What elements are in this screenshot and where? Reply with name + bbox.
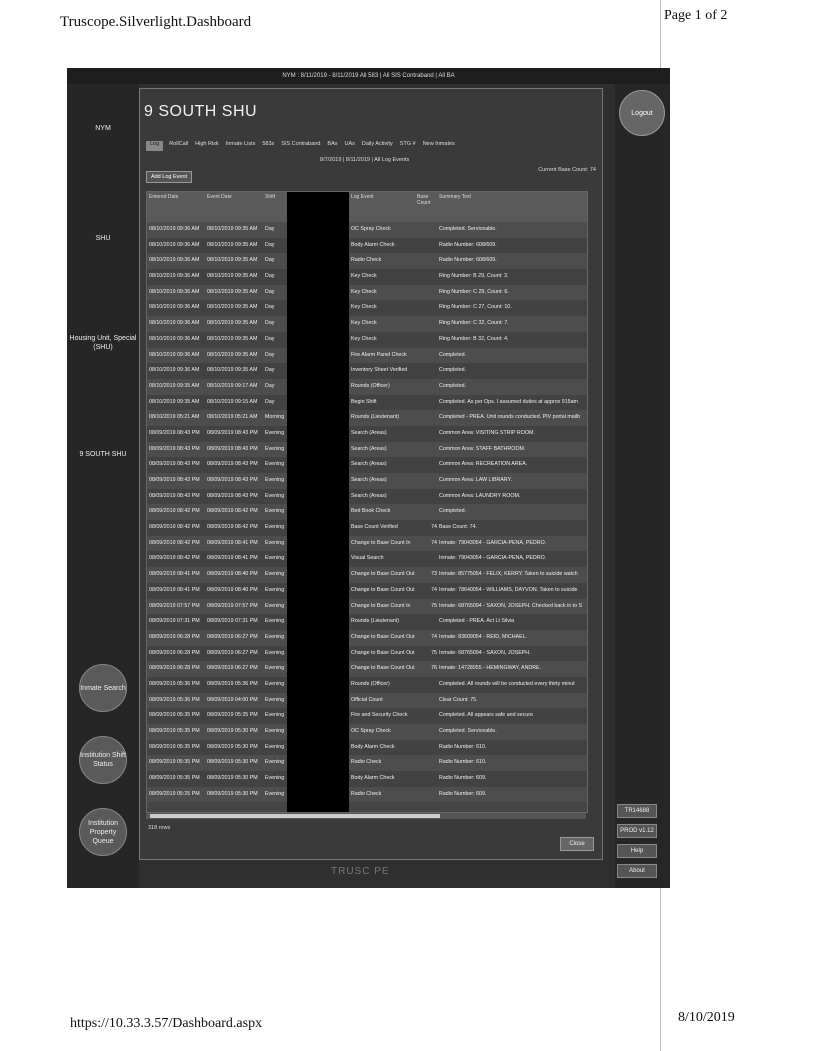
about-button[interactable]: About (617, 864, 657, 878)
tab-rollcall[interactable]: RollCall (169, 141, 189, 147)
cell-shift: Evening (265, 602, 285, 609)
cell-summary: Inmate: 78640054 - WILLIAMS, DAYVON. Taken to suicide (439, 586, 578, 593)
cell-summary: Ring Number: C 27, Count: 10. (439, 304, 512, 311)
cell-log-event: Fire Alarm Panel Check (351, 351, 407, 358)
cell-shift: Evening (265, 618, 285, 625)
cell-shift: Evening (265, 492, 285, 499)
cell-entered-date: 08/09/2019 08:43 PM (149, 492, 200, 499)
horizontal-scrollbar[interactable] (146, 813, 586, 819)
tab-sis-contraband[interactable]: SIS Contraband (281, 141, 321, 147)
cell-entered-date: 08/09/2019 08:43 PM (149, 445, 200, 452)
cell-shift: Evening (265, 524, 285, 531)
cell-entered-date: 08/09/2019 08:42 PM (149, 524, 200, 531)
cell-event-date: 08/09/2019 05:35 PM (207, 712, 258, 719)
cell-entered-date: 08/09/2019 08:41 PM (149, 571, 200, 578)
cell-shift: Evening (265, 429, 285, 436)
table-row[interactable] (147, 724, 587, 740)
cell-entered-date: 08/10/2019 09:36 AM (149, 257, 200, 264)
cell-summary: Inmate: 79043054 - GARCIA-PENA, PEDRO. (439, 539, 547, 546)
cell-event-date: 08/10/2019 09:35 AM (207, 257, 258, 264)
nav-item-shu[interactable]: SHU (95, 235, 111, 242)
help-button[interactable]: Help (617, 844, 657, 858)
cell-entered-date: 08/09/2019 06:28 PM (149, 665, 200, 672)
cell-summary: Common Area: LAW LIBRARY. (439, 477, 512, 483)
cell-base-count: 73 (431, 571, 437, 578)
cell-entered-date: 08/09/2019 08:43 PM (149, 461, 200, 468)
cell-shift: Evening (265, 696, 285, 703)
redaction-block (287, 192, 349, 812)
table-row[interactable] (147, 253, 587, 269)
cell-summary: Completed. Serviceable. (439, 728, 497, 734)
cell-shift: Day (265, 288, 275, 295)
table-row[interactable] (147, 269, 587, 285)
table-row[interactable] (147, 599, 587, 615)
column-event-date[interactable]: Event Date (207, 194, 232, 200)
right-nav (615, 84, 670, 888)
column-log-event[interactable]: Log Event (351, 194, 374, 200)
cell-summary: Ring Number: C 29, Count: 6. (439, 288, 509, 295)
table-row[interactable] (147, 771, 587, 787)
table-row[interactable] (147, 567, 587, 583)
cell-shift: Evening (265, 508, 285, 515)
table-row[interactable] (147, 693, 587, 709)
cell-log-event: Search (Areas) (351, 492, 387, 499)
cell-shift: Day (265, 257, 275, 264)
cell-summary: Inmate: 68765094 - SAXON, JOSEPH. (439, 649, 531, 656)
table-row[interactable] (147, 473, 587, 489)
cell-shift: Evening (265, 477, 285, 483)
cell-entered-date: 08/09/2019 05:35 PM (149, 759, 200, 766)
tab-uas[interactable]: UAs (344, 141, 355, 147)
cell-log-event: OC Spray Check (351, 226, 391, 232)
institution-property-queue-button[interactable]: Institution Property Queue (79, 808, 127, 856)
table-row[interactable] (147, 536, 587, 552)
cell-summary: Ring Number: B 29, Count: 3. (439, 273, 509, 280)
cell-entered-date: 08/09/2019 06:28 PM (149, 649, 200, 656)
cell-entered-date: 08/10/2019 05:21 AM (149, 414, 200, 421)
cell-event-date: 08/09/2019 05:30 PM (207, 759, 258, 766)
cell-entered-date: 08/10/2019 09:35 AM (149, 398, 200, 405)
scrollbar-thumb[interactable] (150, 814, 440, 818)
cell-shift: Evening (265, 555, 285, 562)
close-button[interactable]: Close (560, 837, 594, 851)
cell-summary: Completed. (439, 382, 467, 389)
cell-entered-date: 08/10/2019 09:36 AM (149, 304, 200, 311)
cell-entered-date: 08/09/2019 05:35 PM (149, 743, 200, 750)
nav-item-housing-unit[interactable]: Housing Unit, Special (SHU) (69, 335, 137, 351)
cell-entered-date: 08/10/2019 09:36 AM (149, 226, 200, 232)
cell-event-date: 08/10/2019 09:35 AM (207, 273, 258, 280)
cell-summary: Inmate: 68765094 - SAXON, JOSEPH. Checked back in to S (439, 602, 583, 609)
column-base-count[interactable]: Base Count (417, 194, 431, 206)
tab-inmate-lists[interactable]: Inmate Lists (225, 141, 256, 147)
app-screen (67, 68, 670, 888)
cell-log-event: Bed Book Check (351, 508, 391, 515)
cell-entered-date: 08/09/2019 08:42 PM (149, 539, 200, 546)
table-row[interactable] (147, 316, 587, 332)
cell-summary: Clear Count: 75. (439, 696, 478, 703)
left-nav (67, 84, 139, 888)
cell-log-event: Change to Base Count Out (351, 586, 415, 593)
cell-summary: Ring Number: C 32, Count: 7. (439, 320, 509, 327)
column-summary-text[interactable]: Summary Text (439, 194, 471, 200)
cell-shift: Evening (265, 775, 285, 782)
tab-log[interactable]: Log (146, 141, 163, 151)
grid-header (147, 192, 587, 222)
cell-shift: Morning (265, 414, 285, 421)
cell-log-event: Begin Shift (351, 398, 377, 405)
cell-entered-date: 08/10/2019 09:36 AM (149, 273, 200, 280)
cell-shift: Evening (265, 759, 285, 766)
cell-entered-date: 08/09/2019 05:35 PM (149, 728, 200, 734)
cell-event-date: 08/09/2019 08:43 PM (207, 429, 258, 436)
topbar-filter[interactable]: NYM : 8/11/2019 - 8/11/2019 All 583 | All SIS Contraband | All BA (67, 68, 670, 84)
tab-bar (146, 141, 456, 151)
table-row[interactable] (147, 363, 587, 379)
cell-event-date: 08/10/2019 09:35 AM (207, 335, 258, 342)
inmate-search-button[interactable]: Inmate Search (79, 664, 127, 712)
cell-base-count: 75 (431, 602, 437, 609)
cell-log-event: Radio Check (351, 257, 382, 264)
cell-entered-date: 08/10/2019 09:35 AM (149, 382, 200, 389)
cell-shift: Evening (265, 571, 285, 578)
cell-entered-date: 08/09/2019 07:31 PM (149, 618, 200, 625)
print-page-number: Page 1 of 2 (664, 8, 728, 23)
column-shift[interactable]: Shift (265, 194, 276, 200)
cell-log-event: Rounds (Officer) (351, 382, 390, 389)
cell-log-event: Rounds (Officer) (351, 680, 390, 687)
cell-event-date: 08/09/2019 07:31 PM (207, 618, 258, 625)
cell-log-event: Body Alarm Check (351, 743, 395, 750)
cell-entered-date: 08/09/2019 05:25 PM (149, 790, 200, 797)
cell-base-count: 75 (431, 649, 437, 656)
cell-summary: Common Area: LAUNDRY ROOM. (439, 492, 521, 499)
cell-entered-date: 08/10/2019 09:36 AM (149, 367, 200, 374)
cell-event-date: 08/09/2019 06:27 PM (207, 633, 258, 640)
cell-shift: Evening (265, 649, 285, 656)
table-row[interactable] (147, 661, 587, 677)
cell-event-date: 08/09/2019 08:40 PM (207, 586, 258, 593)
cell-shift: Evening (265, 728, 285, 734)
cell-summary: Completed. (439, 508, 467, 515)
cell-summary: Completed. (439, 351, 467, 358)
cell-event-date: 08/10/2019 09:35 AM (207, 288, 258, 295)
cell-log-event: Inventory Sheet Verified (351, 367, 408, 374)
cell-event-date: 08/10/2019 09:35 AM (207, 351, 258, 358)
cell-base-count: 74 (431, 633, 437, 640)
add-log-event-button[interactable]: Add Log Event (146, 171, 192, 183)
cell-event-date: 08/09/2019 08:43 PM (207, 477, 258, 483)
cell-shift: Evening (265, 680, 285, 687)
cell-log-event: OC Spray Check (351, 728, 391, 734)
cell-event-date: 08/10/2019 09:35 AM (207, 304, 258, 311)
cell-event-date: 08/09/2019 08:43 PM (207, 461, 258, 468)
cell-summary: Completed. All rounds will be conducted every thirty minut (439, 680, 575, 687)
cell-shift: Day (265, 382, 275, 389)
cell-log-event: Fire and Security Check (351, 712, 408, 719)
cell-log-event: Change to Base Count Out (351, 649, 415, 656)
cell-summary: Ring Number: B 32, Count: 4. (439, 335, 509, 342)
cell-summary: Inmate: 83609054 - REID, MICHAEL. (439, 633, 528, 640)
table-row[interactable] (147, 395, 587, 411)
logout-button[interactable]: Logout (619, 90, 665, 136)
cell-event-date: 08/09/2019 06:27 PM (207, 649, 258, 656)
cell-summary: Radio Number: 610. (439, 759, 487, 766)
cell-summary: Common Area: RECREATION AREA. (439, 461, 528, 468)
cell-event-date: 08/09/2019 07:57 PM (207, 602, 258, 609)
cell-event-date: 08/10/2019 09:35 AM (207, 367, 258, 374)
cell-shift: Evening (265, 790, 285, 797)
cell-log-event: Visual Search (351, 555, 384, 562)
cell-shift: Evening (265, 461, 285, 468)
cell-summary: Inmate: 14728055 - HEMINGWAY, ANDRE. (439, 665, 542, 672)
cell-summary: Completed. Serviceable. (439, 226, 497, 232)
cell-entered-date: 08/09/2019 05:36 PM (149, 680, 200, 687)
cell-base-count: 74 (431, 539, 437, 546)
table-row[interactable] (147, 348, 587, 364)
cell-event-date: 08/10/2019 09:15 AM (207, 398, 258, 405)
cell-entered-date: 08/10/2019 09:36 AM (149, 241, 200, 248)
cell-log-event: Change to Base Count Out (351, 665, 415, 672)
cell-entered-date: 08/10/2019 09:36 AM (149, 335, 200, 342)
cell-log-event: Radio Check (351, 790, 382, 797)
cell-summary: Inmate: 85775054 - FELIX, KERRY. Taken to suicide watch (439, 571, 578, 578)
cell-entered-date: 08/09/2019 08:41 PM (149, 586, 200, 593)
cell-event-date: 08/09/2019 05:36 PM (207, 680, 258, 687)
cell-shift: Day (265, 398, 275, 405)
table-row[interactable] (147, 630, 587, 646)
cell-entered-date: 08/10/2019 09:36 AM (149, 351, 200, 358)
cell-shift: Day (265, 241, 275, 248)
cell-event-date: 08/09/2019 08:40 PM (207, 571, 258, 578)
cell-shift: Day (265, 351, 275, 358)
cell-shift: Evening (265, 445, 285, 452)
cell-entered-date: 08/09/2019 05:36 PM (149, 696, 200, 703)
cell-entered-date: 08/09/2019 08:43 PM (149, 429, 200, 436)
cell-entered-date: 08/09/2019 05:35 PM (149, 712, 200, 719)
cell-shift: Evening (265, 586, 285, 593)
cell-log-event: Search (Areas) (351, 429, 387, 436)
cell-event-date: 08/09/2019 08:42 PM (207, 508, 258, 515)
cell-event-date: 08/10/2019 09:35 AM (207, 241, 258, 248)
cell-log-event: Search (Areas) (351, 477, 387, 483)
table-row[interactable] (147, 457, 587, 473)
cell-summary: Completed - PREA. Act Lt Silvia (439, 618, 515, 625)
cell-shift: Day (265, 304, 275, 311)
cell-shift: Day (265, 367, 275, 374)
cell-shift: Day (265, 273, 275, 280)
cell-base-count: 74 (431, 524, 437, 531)
cell-base-count: 74 (431, 586, 437, 593)
table-row[interactable] (147, 551, 587, 567)
cell-event-date: 08/09/2019 05:30 PM (207, 728, 258, 734)
cell-summary: Common Area: VISITING STRIP ROOM. (439, 429, 535, 436)
date-filter-dropdown[interactable]: 8/7/2019 | 8/11/2019 | All Log Events (320, 157, 410, 163)
cell-log-event: Key Check (351, 320, 377, 327)
nav-item-9-south-shu[interactable]: 9 SOUTH SHU (79, 451, 127, 458)
cell-event-date: 08/10/2019 05:21 AM (207, 414, 258, 421)
user-id-badge: TR14688 (617, 804, 657, 818)
tab-new-inmates[interactable]: New Inmates (422, 141, 455, 147)
cell-event-date: 08/09/2019 08:41 PM (207, 539, 258, 546)
grid-body (147, 222, 587, 802)
cell-event-date: 08/10/2019 09:35 AM (207, 226, 258, 232)
cell-log-event: Rounds (Lieutenant) (351, 414, 399, 421)
cell-entered-date: 08/09/2019 07:57 PM (149, 602, 200, 609)
cell-log-event: Key Check (351, 304, 377, 311)
cell-log-event: Change to Base Count Out (351, 633, 415, 640)
current-base-count: Current Base Count: 74 (538, 167, 596, 173)
cell-event-date: 08/09/2019 04:00 PM (207, 696, 258, 703)
cell-shift: Evening (265, 665, 285, 672)
tab-bas[interactable]: BAs (327, 141, 338, 147)
page-title: 9 SOUTH SHU (144, 103, 258, 120)
cell-log-event: Body Alarm Check (351, 241, 395, 248)
cell-entered-date: 08/09/2019 08:42 PM (149, 508, 200, 515)
cell-log-event: Base Count Verified (351, 524, 398, 531)
table-row[interactable] (147, 646, 587, 662)
main-panel (139, 88, 603, 860)
table-row[interactable] (147, 300, 587, 316)
print-url: https://10.33.3.57/Dashboard.aspx (70, 1016, 263, 1031)
cell-log-event: Key Check (351, 288, 377, 295)
cell-entered-date: 08/09/2019 08:43 PM (149, 477, 200, 483)
cell-shift: Evening (265, 712, 285, 719)
cell-shift: Evening (265, 539, 285, 546)
cell-log-event: Change to Base Count In (351, 602, 411, 609)
cell-summary: Radio Number: 610. (439, 743, 487, 750)
cell-event-date: 08/10/2019 09:17 AM (207, 382, 258, 389)
cell-log-event: Body Alarm Check (351, 775, 395, 782)
table-row[interactable] (147, 787, 587, 803)
cell-shift: Evening (265, 633, 285, 640)
cell-event-date: 08/10/2019 09:35 AM (207, 320, 258, 327)
cell-entered-date: 08/10/2019 09:36 AM (149, 288, 200, 295)
table-row[interactable] (147, 379, 587, 395)
cell-summary: Completed. As per Ops. I assumed duties at approx 915am (439, 398, 578, 405)
cell-summary: Radio Number: 609. (439, 790, 487, 797)
log-events-grid (146, 191, 588, 813)
cell-log-event: Radio Check (351, 759, 382, 766)
cell-log-event: Search (Areas) (351, 445, 387, 452)
table-row[interactable] (147, 504, 587, 520)
cell-event-date: 08/09/2019 08:42 PM (207, 524, 258, 531)
tab-583s[interactable]: 583s (262, 141, 275, 147)
cell-shift: Day (265, 226, 275, 232)
cell-entered-date: 08/09/2019 06:28 PM (149, 633, 200, 640)
cell-summary: Completed. (439, 367, 467, 374)
print-header: Truscope.Silverlight.Dashboard (60, 14, 252, 30)
cell-shift: Day (265, 320, 275, 327)
cell-event-date: 08/09/2019 05:30 PM (207, 743, 258, 750)
cell-shift: Day (265, 335, 275, 342)
row-count: 318 rows (148, 825, 171, 831)
table-row[interactable] (147, 238, 587, 254)
cell-entered-date: 08/09/2019 08:42 PM (149, 555, 200, 562)
version-badge: PROD v1.12 (617, 824, 657, 838)
cell-log-event: Search (Areas) (351, 461, 387, 468)
cell-summary: Completed - PREA. Unit rounds conducted. PIV portal mailb (439, 414, 581, 421)
table-row[interactable] (147, 520, 587, 536)
table-row[interactable] (147, 708, 587, 724)
cell-log-event: Key Check (351, 335, 377, 342)
cell-base-count: 76 (431, 665, 437, 672)
cell-summary: Radio Number: 608/609. (439, 241, 497, 248)
institution-shift-status-button[interactable]: Institution Shift Status (79, 736, 127, 784)
table-row[interactable] (147, 285, 587, 301)
cell-event-date: 08/09/2019 08:41 PM (207, 555, 258, 562)
cell-summary: Radio Number: 608/609. (439, 257, 497, 264)
cell-event-date: 08/09/2019 06:27 PM (207, 665, 258, 672)
cell-summary: Inmate: 79043054 - GARCIA-PENA, PEDRO. (439, 555, 547, 562)
cell-shift: Evening (265, 743, 285, 750)
table-row[interactable] (147, 332, 587, 348)
cell-log-event: Change to Base Count In (351, 539, 411, 546)
cell-log-event: Rounds (Lieutenant) (351, 618, 399, 625)
table-row[interactable] (147, 614, 587, 630)
tab-daily-activity[interactable]: Daily Activity (361, 141, 393, 147)
table-row[interactable] (147, 755, 587, 771)
table-row[interactable] (147, 583, 587, 599)
cell-summary: Base Count: 74. (439, 524, 477, 531)
cell-event-date: 08/09/2019 08:43 PM (207, 445, 258, 452)
column-entered-date[interactable]: Entered Date (149, 194, 179, 200)
table-row[interactable] (147, 489, 587, 505)
table-row[interactable] (147, 442, 587, 458)
truscope-logo: TRUSC PE (331, 866, 390, 877)
cell-log-event: Change to Base Count Out (351, 571, 415, 578)
tab-high-risk[interactable]: High Risk (195, 141, 219, 147)
table-row[interactable] (147, 222, 587, 238)
cell-event-date: 08/09/2019 05:30 PM (207, 775, 258, 782)
cell-log-event: Official Count (351, 696, 383, 703)
cell-entered-date: 08/10/2019 09:36 AM (149, 320, 200, 327)
table-row[interactable] (147, 677, 587, 693)
cell-summary: Common Area: STAFF BATHROOM. (439, 445, 526, 452)
table-row[interactable] (147, 426, 587, 442)
table-row[interactable] (147, 740, 587, 756)
print-date: 8/10/2019 (678, 1010, 735, 1025)
cell-event-date: 08/09/2019 08:43 PM (207, 492, 258, 499)
nav-item-nym[interactable]: NYM (95, 125, 111, 132)
tab-stg[interactable]: STG # (399, 141, 416, 147)
cell-entered-date: 08/09/2019 05:35 PM (149, 775, 200, 782)
cell-log-event: Key Check (351, 273, 377, 280)
table-row[interactable] (147, 410, 587, 426)
cell-summary: Radio Number: 609. (439, 775, 487, 782)
cell-summary: Completed. All appears safe and secure (439, 712, 533, 719)
cell-event-date: 08/09/2019 05:30 PM (207, 790, 258, 797)
